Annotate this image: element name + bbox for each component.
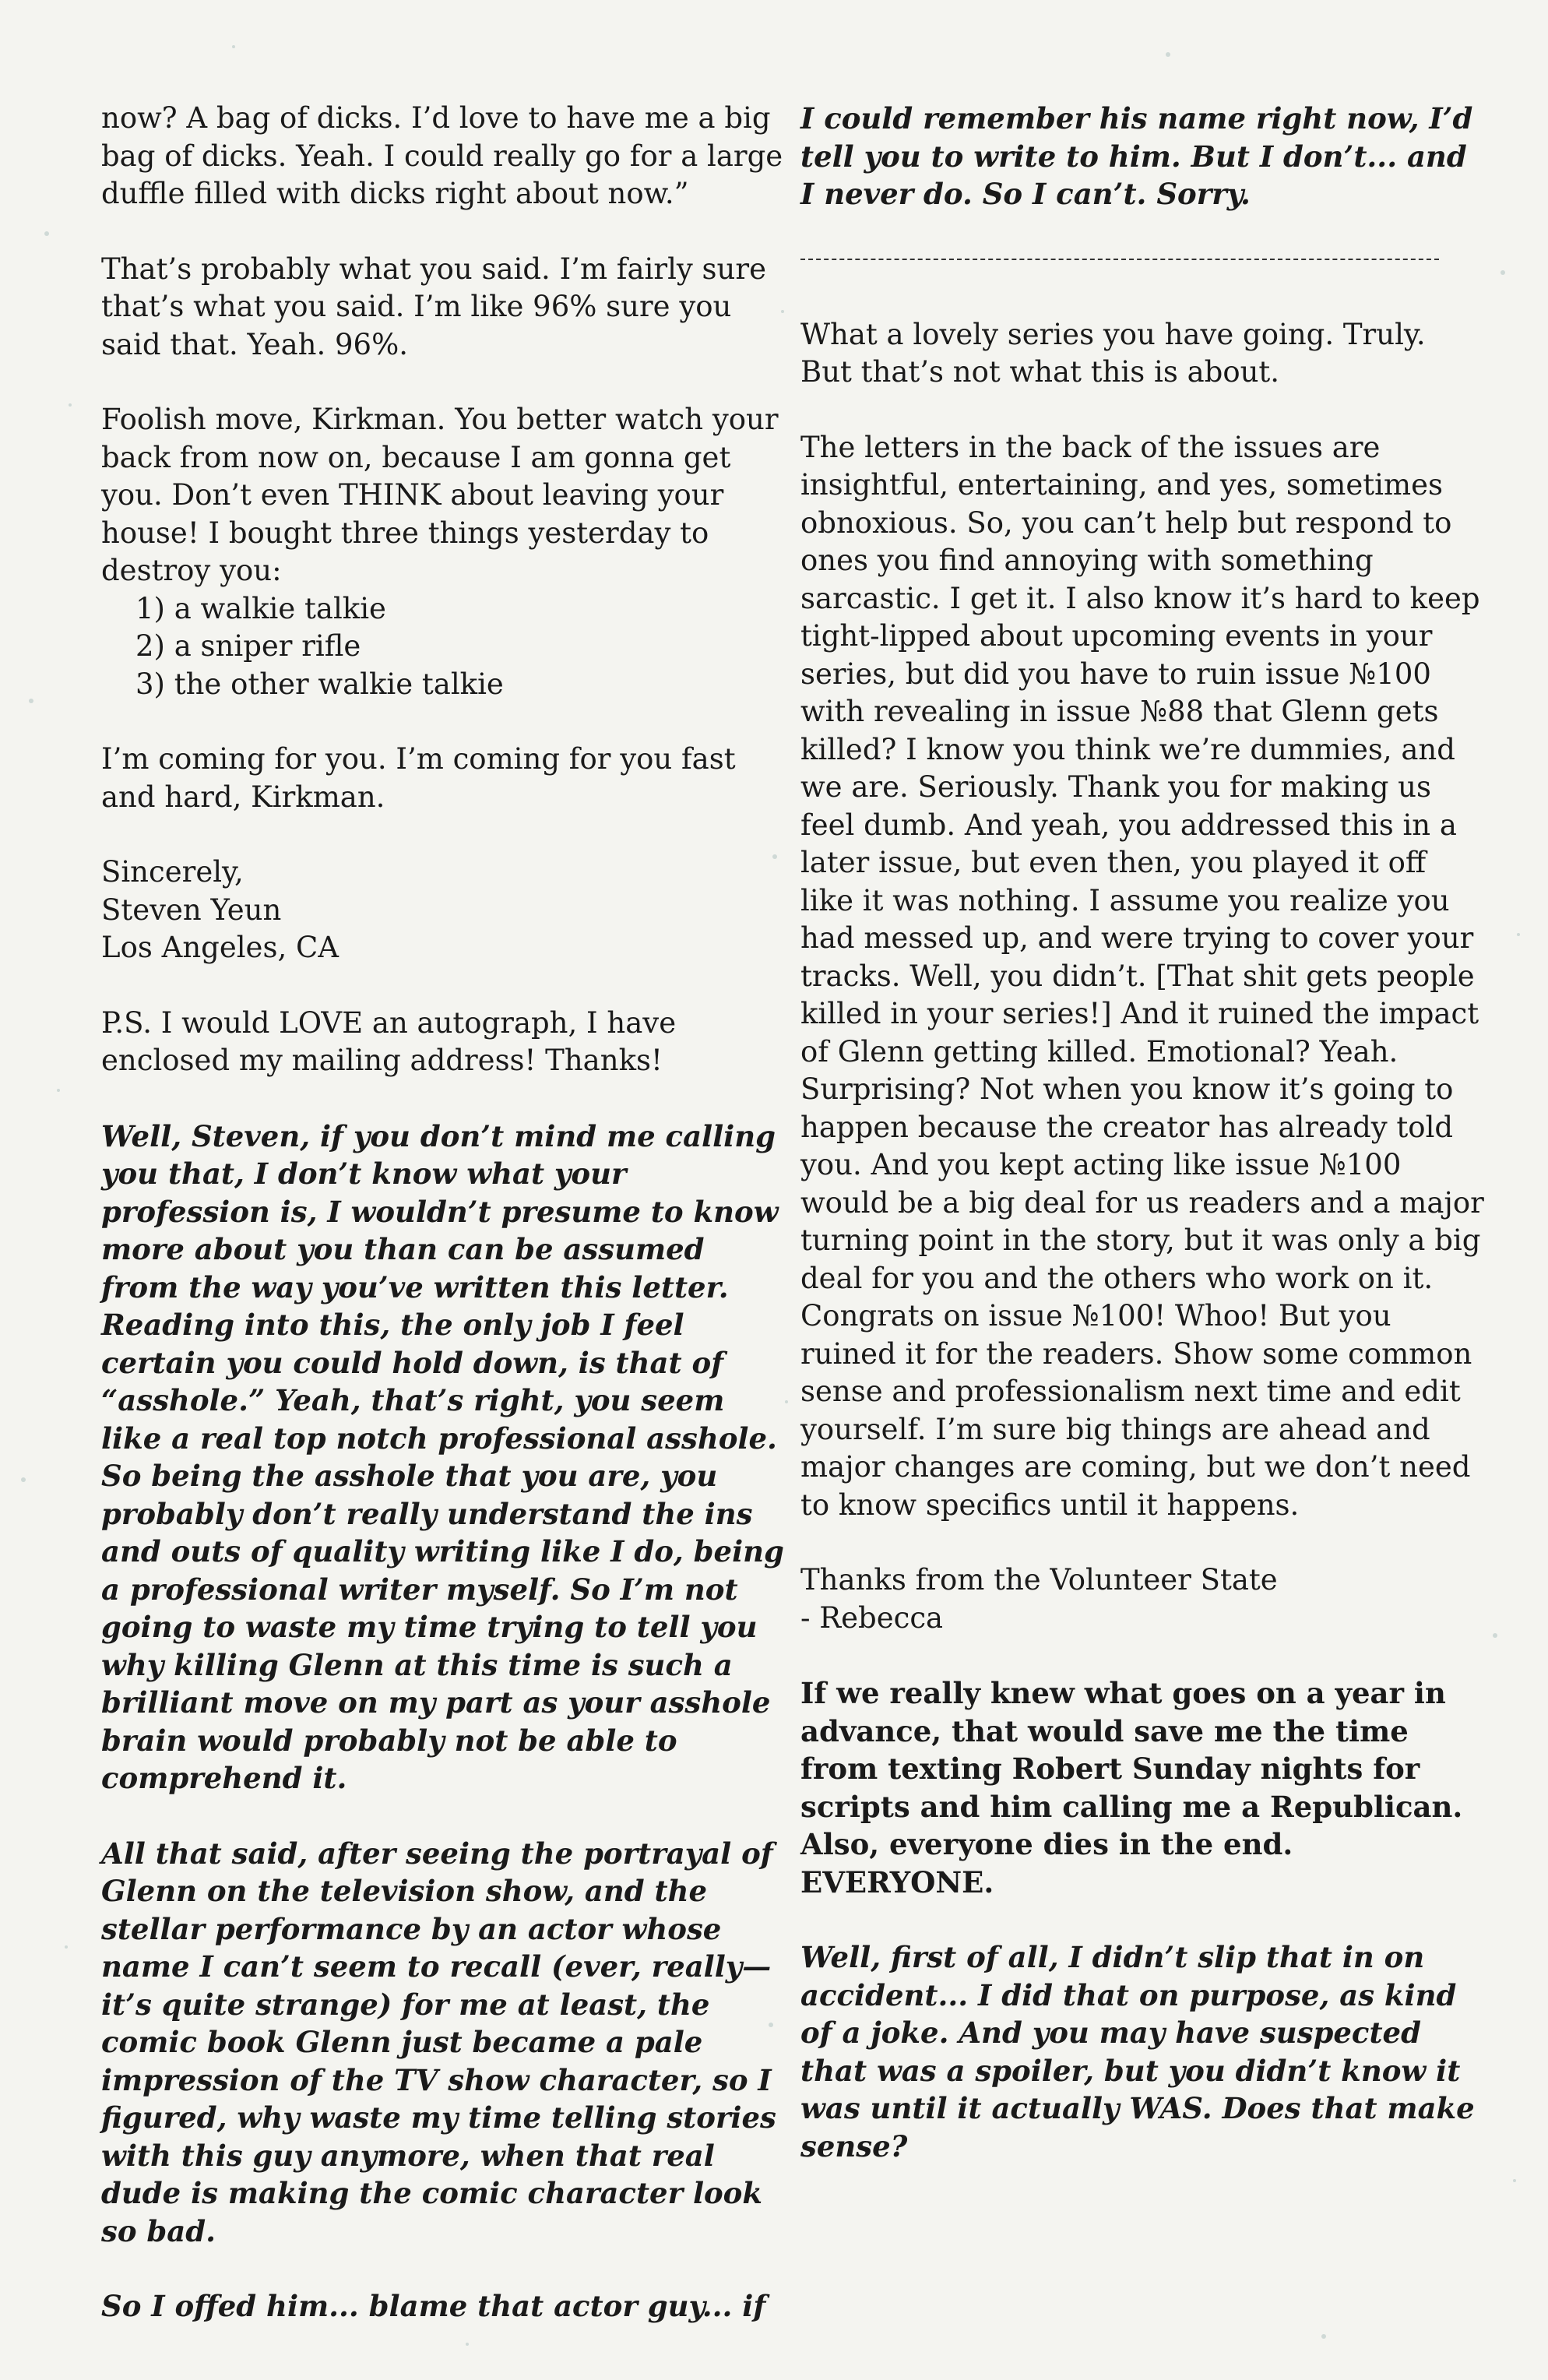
editor-reply: So I offed him... blame that actor guy... if bbox=[101, 2289, 766, 2323]
signature-line: Thanks from the Volunteer State bbox=[800, 1563, 1278, 1597]
signature-block bbox=[101, 854, 786, 967]
list-item: 1) a walkie talkie bbox=[135, 591, 386, 625]
letter-paragraph: The letters in the back of the issues are insightful, entertaining, and yes, sometimes obnoxious. So, you can’t help but respond to ones you find annoying with something sarcastic. I get it. I also know it’s hard to keep tight-lipped about upcoming events in your series, but did you have to ruin issue №100 with revealing in issue №88 that Glenn gets killed? I know you think we’re dummies, and we are. Seriously. Thank you for making us feel dumb. And yeah, you addressed this in a later issue, but even then, you played it off like it was nothing. I assume you realize you had messed up, and were trying to cover your tracks. Well, you didn’t. [That shit gets people killed in your series!] And it ruined the impact of Glenn getting killed. Emotional? Yeah. Surprising? Not when you know it’s going to happen because the creator has already told you. And you kept acting like issue №100 would be a big deal for us readers and a major turning point in the story, but it was only a big deal for you and the others who work on it. Congrats on issue №100! Whoo! But you ruined it for the readers. Show some common sense and professionalism next time and edit yourself. I’m sure big things are ahead and major changes are coming, but we don’t need to know specifics until it happens. bbox=[800, 430, 1484, 1522]
list-item: 3) the other walkie talkie bbox=[135, 667, 504, 701]
signature-block bbox=[800, 1561, 1486, 1637]
right-column bbox=[800, 100, 1486, 2202]
letter-paragraph: Foolish move, Kirkman. You better watch your back from now on, because I am gonna get you. Don’t even THINK about leaving your house! I bought three things yesterday to destroy you: bbox=[101, 403, 779, 587]
editor-reply-bold: If we really knew what goes on a year in advance, that would save me the time from texting Robert Sunday nights for scripts and him calling me a Republican. Also, everyone dies in the end. EVERYONE. bbox=[800, 1676, 1463, 1899]
list-item: 2) a sniper rifle bbox=[135, 629, 361, 663]
editor-reply: Well, Steven, if you don’t mind me calling you that, I don’t know what your profession is, I wouldn’t presume to know more about you than can be assumed from the way you’ve written this letter. Reading into this, the only job I feel certain you could hold down, is that of “asshole.” Yeah, that’s right, you seem like a real top notch professional asshole. So being the asshole that you are, you probably don’t really understand the ins and outs of quality writing like I do, being a professional writer myself. So I’m not going to waste my time trying to tell you why killing Glenn at this time is such a brilliant move on my part as your asshole brain would probably not be able to comprehend it. bbox=[101, 1118, 784, 1795]
letter-paragraph: What a lovely series you have going. Truly. But that’s not what this is about. bbox=[800, 317, 1426, 389]
letter-paragraph: I’m coming for you. I’m coming for you fast and hard, Kirkman. bbox=[101, 742, 736, 814]
signature-closing: Sincerely, bbox=[101, 855, 244, 889]
signature-name: Steven Yeun bbox=[101, 892, 282, 927]
left-column bbox=[101, 100, 786, 2363]
letter-divider bbox=[800, 259, 1439, 260]
signature-location: Los Angeles, CA bbox=[101, 931, 339, 964]
editor-reply: Well, first of all, I didn’t slip that in on accident... I did that on purpose, as kind of a joke. And you may have suspected that was a spoiler, but you didn’t know it was until it actually WAS. Does that make sense? bbox=[800, 1940, 1475, 2163]
editor-reply-continued: I could remember his name right now, I’d tell you to write to him. But I don’t... and I never do. So I can’t. Sorry. bbox=[800, 101, 1473, 211]
numbered-list bbox=[101, 590, 786, 704]
postscript: P.S. I would LOVE an autograph, I have enclosed my mailing address! Thanks! bbox=[101, 1005, 677, 1077]
letter-paragraph: now? A bag of dicks. I’d love to have me a big bag of dicks. Yeah. I could really go for a large duffle filled with dicks right about now.” bbox=[101, 101, 783, 210]
signature-name: - Rebecca bbox=[800, 1600, 944, 1635]
editor-reply: All that said, after seeing the portrayal of Glenn on the television show, and the stellar performance by an actor whose name I can’t seem to recall (ever, really—it’s quite strange) for me at least, the comic book Glenn just became a pale impression of the TV show character, so I figured, why waste my time telling stories with this guy anymore, when that real dude is making the comic character look so bad. bbox=[101, 1836, 776, 2248]
letter-paragraph: That’s probably what you said. I’m fairly sure that’s what you said. I’m like 96% sure you said that. Yeah. 96%. bbox=[101, 252, 766, 361]
